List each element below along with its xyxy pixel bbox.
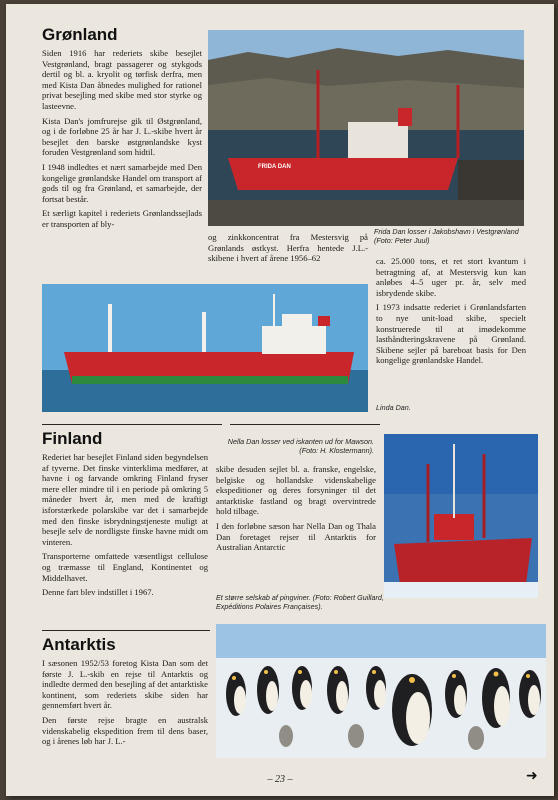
ship-hull-name: FRIDA DAN: [258, 164, 291, 170]
groenland-column-middle: [208, 232, 368, 268]
next-page-arrow-icon: ➜: [526, 768, 538, 784]
groenland-paragraph-2: Kista Dan's jomfrurejse gik til Østgrønland, og i de forløbne 25 år har J. L.-skibe hvert år besejlet den barske østgrønlandske kyst foruden Vestgrønland som hidtil.: [42, 115, 202, 158]
groenland-paragraph-6: ca. 25.000 tons, et ret stort kvantum i betragtning af, at Mestersvig kun kan anløbes 4–5 uger pr. år, selv med isbrydende skibe.: [376, 256, 526, 298]
groenland-paragraph-1: Siden 1916 har rederiets skibe besejlet Vestgrønland, bragt passagerer og stykgods dertil og bl. a. kryolit og tørfisk derfra, men med Kista Dan åbnedes mulighed for rationel privat besejling med skibe med stor styrke og lasteevne.: [42, 48, 202, 111]
finland-paragraph-4: skibe desuden sejlet bl. a. franske, engelske, belgiske og hollandske videnskabelige ekspeditioner og deres forsyninger til det antarktiske fastland og bragt overvintrede hold tilbage.: [216, 464, 376, 517]
heading-finland: Finland: [42, 429, 103, 448]
nella-dan-photo: [384, 434, 538, 598]
section-divider-right: [230, 424, 380, 425]
antarktis-continuation-column: [216, 464, 376, 557]
groenland-paragraph-7: I 1973 indsatte rederiet i Grønlandsfarten to nye unit-load skibe, specielt konstruerede til at imødekomme lasthåndteringskravene på Grønland. Skibene sejler på bareboat basis for Den kongelige grønlandske Handel.: [376, 302, 526, 366]
heading-antarktis: Antarktis: [42, 635, 116, 654]
finland-paragraph-2: Transporterne omfattede væsentligst cellulose og træmasse til England, Kontinentet og Middelhavet.: [42, 551, 208, 583]
groenland-paragraph-3: I 1948 indledtes et nært samarbejde med Den kongelige grønlandske Handel om transport af gods til og fra Grønland, et samarbejde, der fortsat består.: [42, 161, 202, 204]
groenland-paragraph-4: Et særligt kapitel i rederiets Grønlandssejlads er transporten af bly-: [42, 208, 202, 229]
frida-dan-photo: [208, 30, 524, 226]
penguins-photo: [216, 624, 546, 758]
section-divider-left: [42, 424, 222, 425]
caption-frida-dan: Frida Dan losser i Jakobshavn i Vestgrønland (Foto: Peter Juul): [374, 227, 519, 245]
groenland-paragraph-5: og zinkkoncentrat fra Mestersvig på Grønlands østkyst. Herfra hentede J.L.-skibene i hvert af årene 1956–62: [208, 232, 368, 264]
finland-column: [42, 452, 208, 602]
caption-penguins: Et større selskab af pingviner. (Foto: Robert Guillard, Expéditions Polaires Françaises).: [216, 593, 384, 611]
finland-paragraph-3: Denne fart blev indstillet i 1967.: [42, 587, 154, 598]
finland-paragraph-1: Rederiet har besejlet Finland siden begyndelsen af tyverne. Det finske vinterklima medfører, at havne i og farvande omkring Finland fryser mere eller mindre til i en periode på omkring 5 måneder hvert år, men med de kraftigt isforstærkede polarskibe var det i samarbejde med den finske isbrydningstjeneste muligt at besejle selv de nordligste finske havne midt om vinteren.: [42, 452, 208, 547]
section-divider-antarktis: [42, 630, 210, 631]
heading-groenland: Grønland: [42, 25, 118, 44]
antarktis-paragraph-1: I sæsonen 1952/53 foretog Kista Dan som det første J. L.-skib en rejse til Antarktis og indledte dermed den besejling af det antarktiske kontinent, som rederiets skibe siden har gennemført hvert år.: [42, 658, 208, 711]
antarktis-paragraph-2: Den første rejse bragte en australsk videnskabelig ekspedition frem til dens baser, og i årenes løb har J. L.-: [42, 714, 208, 747]
page-number: – 23 –: [267, 774, 293, 785]
caption-nella-dan: Nella Dan losser ved iskanten ud for Mawson. (Foto: H. Klostermann).: [227, 437, 374, 455]
finland-paragraph-5: I den forløbne sæson har Nella Dan og Thala Dan foretaget rejser til Antarktis for Australian Antarctic: [216, 520, 376, 553]
antarktis-column: [42, 658, 208, 751]
magazine-page: [6, 4, 554, 796]
groenland-column-left: [42, 48, 202, 234]
groenland-column-right: [376, 256, 526, 370]
caption-linda-dan: Linda Dan.: [376, 403, 411, 412]
linda-dan-photo: [42, 284, 368, 412]
